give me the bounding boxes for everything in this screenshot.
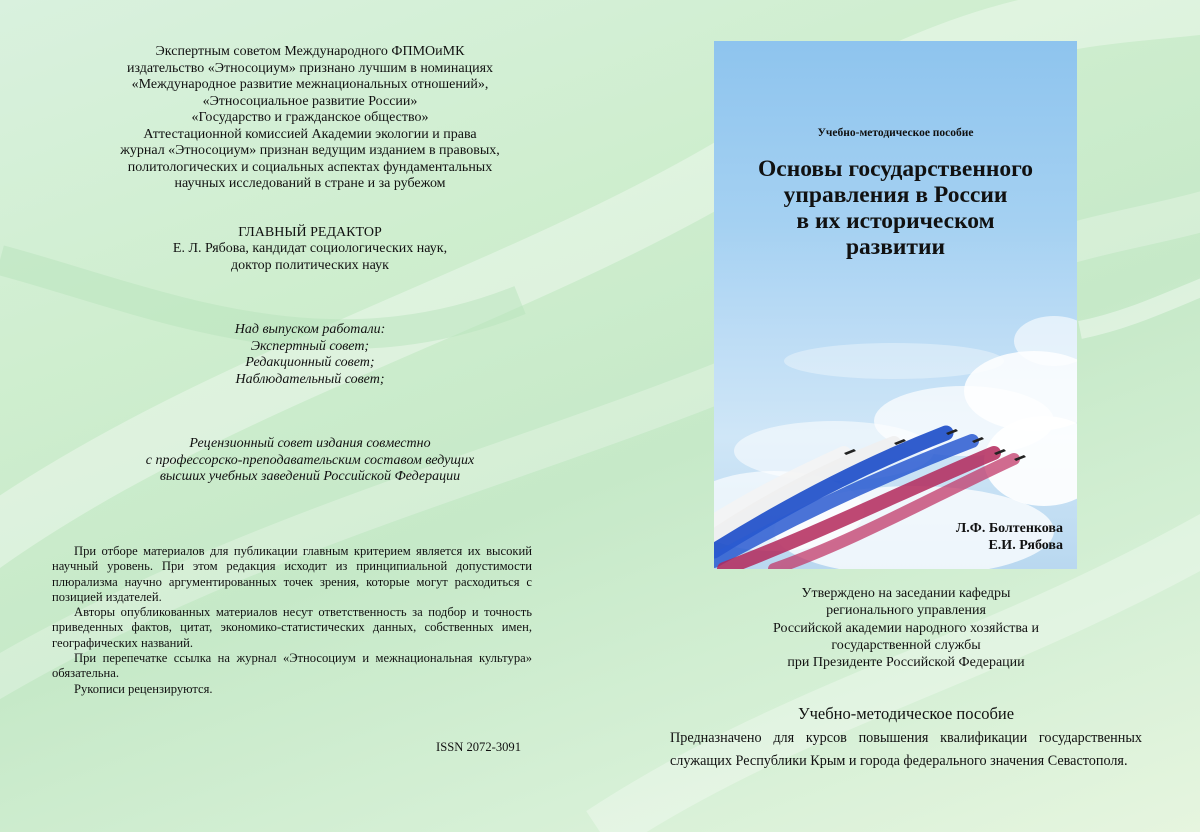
cover-author: Е.И. Рябова [988,538,1063,553]
staff-line: Над выпуском работали: [234,322,386,337]
council-line: политологических и социальных аспектах фундаментальных [127,159,493,175]
approval-line: Утверждено на заседании кафедры [801,586,1011,601]
issn-number: ISSN 2072-3091 [436,740,522,754]
review-line: с профессорско-преподавательским составом ведущих [145,452,475,468]
editor-line: Е. Л. Рябова, кандидат социологических наук, [172,241,448,256]
book-cover [714,41,1077,569]
council-line: «Государство и гражданское общество» [191,110,429,125]
approval-line: Российской академии народного хозяйства и [773,620,1039,636]
council-line: журнал «Этносоциум» признан ведущим изданием в правовых, [120,143,500,158]
cover-publication-type: Учебно-методическое пособие [817,127,974,139]
note-paragraph: При отборе материалов для публикации главным критерием является их высокий научный уровень. При этом редакция исходит из принципиальной допустимости плюрализма научно аргументированных точек зрения, которые могут расходиться с позицией издателей. [52,544,532,604]
staff-line: Наблюдательный совет; [235,371,385,387]
cover-title [714,156,1077,260]
cover-sky-illustration [714,41,1077,569]
review-line: высших учебных заведений Российской Федерации [159,469,461,484]
review-line: Рецензионный совет издания совместно [189,436,431,451]
cover-title-line: Основы государственного [757,156,1034,182]
council-line: «Этносоциальное развитие России» [202,93,418,109]
editorial-notes [52,544,532,697]
staff-line: Экспертный совет; [250,338,370,354]
note-paragraph: Рукописи рецензируются. [74,681,213,696]
council-recognition [40,44,580,193]
cover-title-line: в их историческом [796,208,995,234]
note-paragraph: При перепечатке ссылка на журнал «Этносоциум и межнациональная культура» обязательна. [52,651,532,681]
chief-editor [40,225,580,275]
approval-line: регионального управления [826,603,986,619]
cover-authors [955,521,1063,569]
note-paragraph: Авторы опубликованных материалов несут ответственность за подбор и точность приведенных фактов, цитат, экономико-статистических данных, собственных имен, географических названий. [52,605,532,650]
manual-type-heading: Учебно-методическое пособие [797,704,1015,723]
cover-title-line: развитии [845,234,946,260]
cover-author: Л.Ф. Болтенкова [955,521,1063,536]
council-line: издательство «Этносоциум» признано лучшим в номинациях [126,60,494,76]
cover-title-line: управления в России [783,182,1008,208]
approval-line: при Президенте Российской Федерации [787,655,1025,671]
left-panel [40,44,580,486]
staff-line: Редакционный совет; [245,355,375,370]
council-line: «Международное развитие межнациональных отношений», [131,77,489,92]
editor-heading: ГЛАВНЫЙ РЕДАКТОР [238,224,382,240]
review-council [40,436,580,486]
approval-statement [688,585,1124,671]
editor-line: доктор политических наук [231,257,389,273]
approval-line: государственной службы [831,637,981,653]
council-line: Экспертным советом Международного ФПМОиМК [155,44,465,59]
purpose-statement: Предназначено для курсов повышения квалификации государственных служащих Республики Крым и города федерального значения Севастополя. [670,730,1142,770]
issue-staff [40,322,580,388]
council-line: научных исследований в стране и за рубежом [174,176,446,191]
council-line: Аттестационной комиссией Академии экологии и права [143,126,477,142]
